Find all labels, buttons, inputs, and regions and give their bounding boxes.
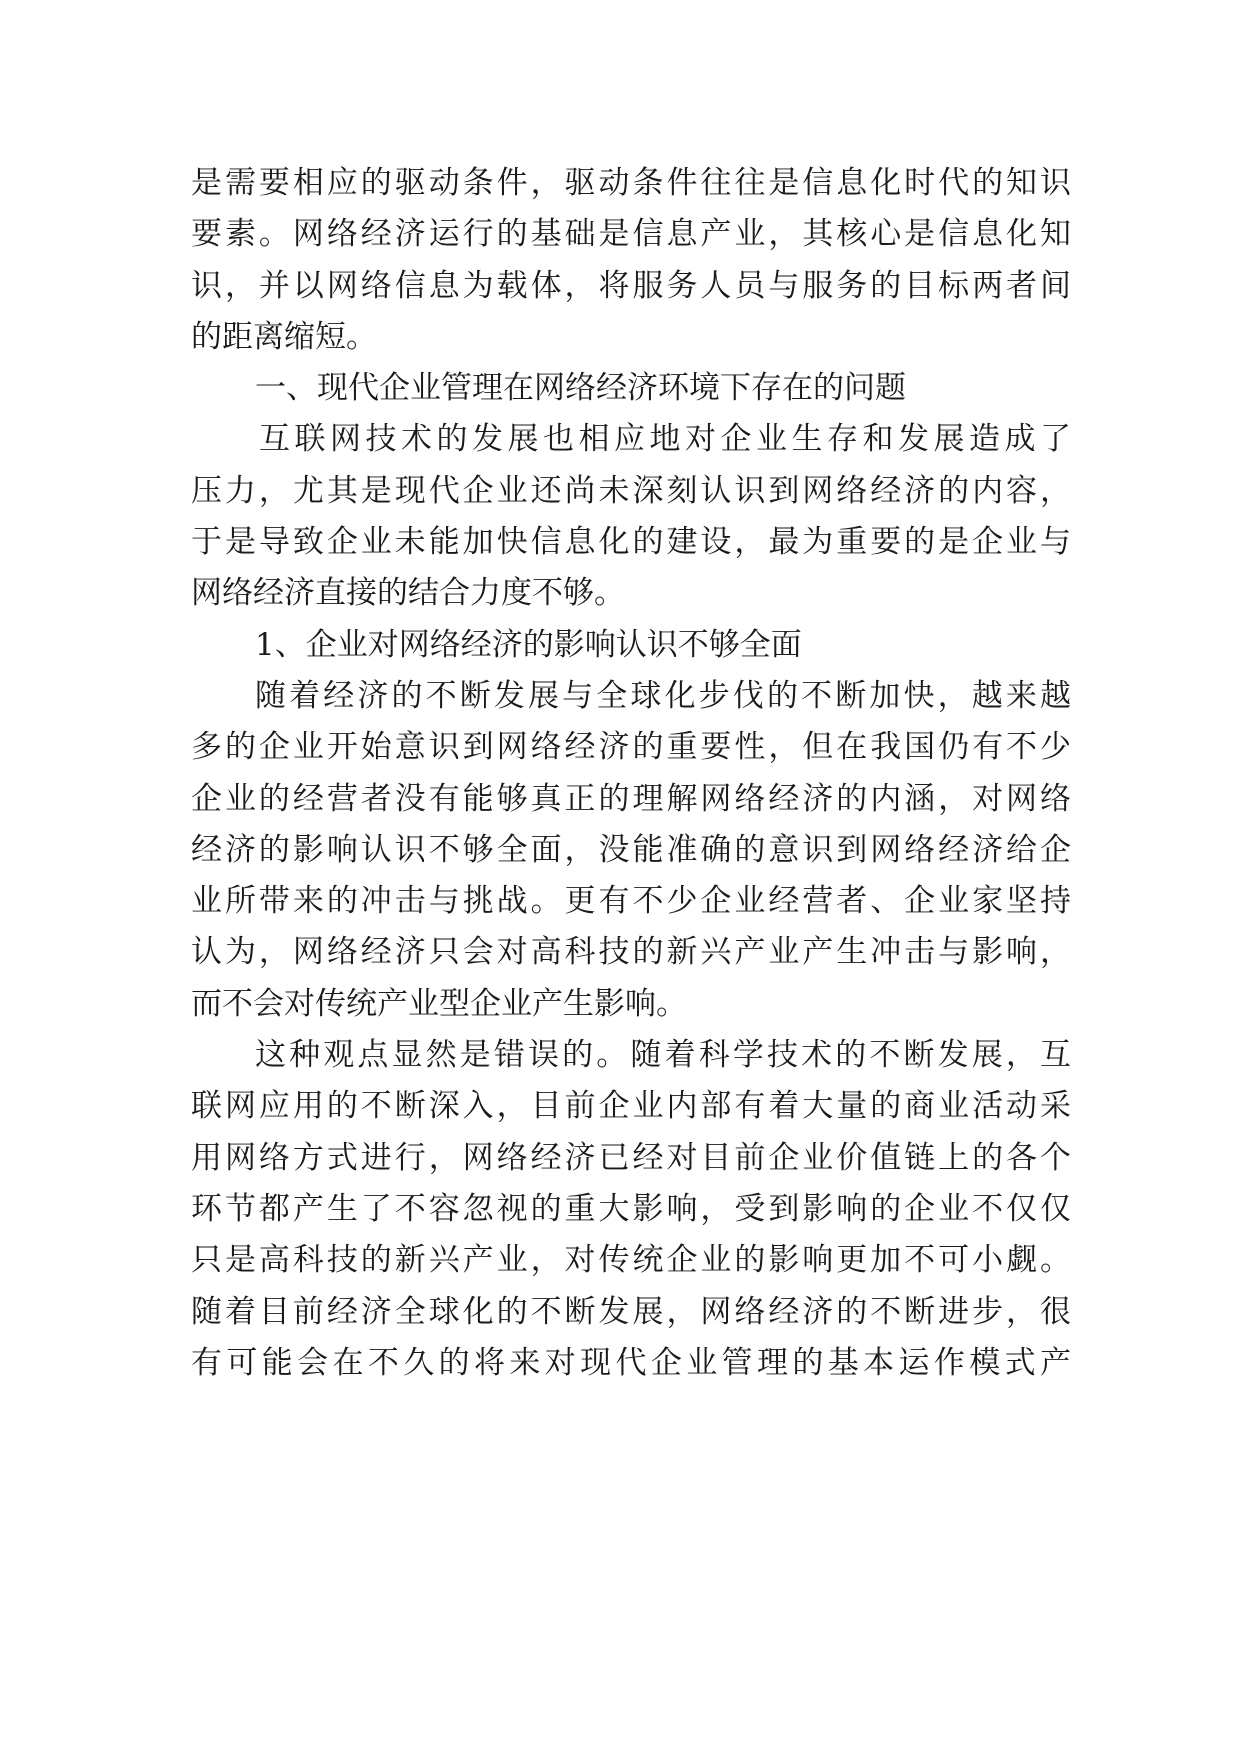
text-line: 企业的经营者没有能够真正的理解网络经济的内涵，对网络 — [191, 780, 1071, 817]
text-line: 随着经济的不断发展与全球化步伐的不断加快，越来越 — [255, 677, 1071, 714]
text-line: 要素。网络经济运行的基础是信息产业，其核心是信息化知 — [191, 216, 1071, 253]
subsection-heading: 1、企业对网络经济的影响认识不够全面 — [255, 626, 802, 663]
text-line: 经济的影响认识不够全面，没能准确的意识到网络经济给企 — [191, 831, 1071, 868]
text-line: 这种观点显然是错误的。随着科学技术的不断发展，互 — [255, 1037, 1071, 1074]
text-line: 业所带来的冲击与挑战。更有不少企业经营者、企业家坚持 — [191, 883, 1071, 920]
text-line: 多的企业开始意识到网络经济的重要性，但在我国仍有不少 — [191, 729, 1071, 766]
text-line: 只是高科技的新兴产业，对传统企业的影响更加不可小觑。 — [191, 1242, 1071, 1279]
section-heading: 一、现代企业管理在网络经济环境下存在的问题 — [255, 370, 906, 407]
text-line: 认为，网络经济只会对高科技的新兴产业产生冲击与影响， — [191, 934, 1071, 971]
text-line: 有可能会在不久的将来对现代企业管理的基本运作模式产 — [191, 1344, 1071, 1381]
text-line: 环节都产生了不容忽视的重大影响，受到影响的企业不仅仅 — [191, 1190, 1071, 1227]
document-body — [191, 158, 1071, 1389]
text-line: 的距离缩短。 — [191, 318, 377, 355]
text-line: 互联网技术的发展也相应地对企业生存和发展造成了 — [259, 421, 1071, 458]
text-line: 于是导致企业未能加快信息化的建设，最为重要的是企业与 — [191, 524, 1071, 561]
text-line: 是需要相应的驱动条件，驱动条件往往是信息化时代的知识 — [191, 165, 1071, 201]
text-line: 联网应用的不断深入，目前企业内部有着大量的商业活动采 — [191, 1088, 1071, 1125]
text-line: 识，并以网络信息为载体，将服务人员与服务的目标两者间 — [191, 267, 1071, 304]
text-line: 压力，尤其是现代企业还尚未深刻认识到网络经济的内容， — [191, 472, 1071, 509]
text-line: 网络经济直接的结合力度不够。 — [191, 575, 625, 612]
text-line: 而不会对传统产业型企业产生影响。 — [191, 985, 687, 1022]
text-line: 随着目前经济全球化的不断发展，网络经济的不断进步，很 — [191, 1293, 1071, 1330]
text-line: 用网络方式进行，网络经济已经对目前企业价值链上的各个 — [191, 1139, 1071, 1176]
